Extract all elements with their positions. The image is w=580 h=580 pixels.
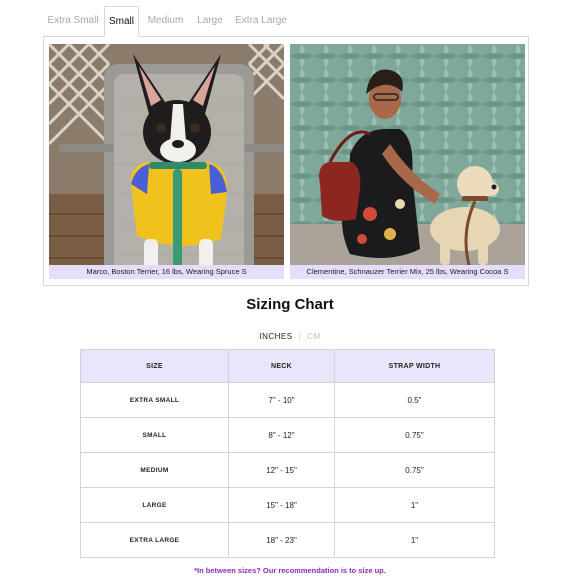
tab-small[interactable]: Small: [104, 6, 139, 37]
page-title: Sizing Chart: [246, 296, 334, 313]
photo-panel: [43, 36, 529, 286]
size-tabs: [43, 6, 531, 36]
size-cell: EXTRA SMALL: [81, 383, 229, 418]
size-cell: LARGE: [81, 488, 229, 523]
boston-terrier-image: [49, 44, 284, 279]
strap-width-cell: 1": [335, 523, 495, 558]
neck-cell: 18" - 23": [229, 523, 335, 558]
photo-caption: Marco, Boston Terrier, 16 lbs, Wearing Spruce S: [49, 265, 284, 279]
tab-large[interactable]: Large: [197, 15, 223, 26]
table-header-row: [81, 350, 495, 383]
table-row: [81, 488, 495, 523]
size-recommendation-note: *In between sizes? Our recommendation is to size up.: [194, 566, 386, 575]
tab-extra-large[interactable]: Extra Large: [235, 15, 287, 26]
neck-cell: 8" - 12": [229, 418, 335, 453]
table-row: [81, 383, 495, 418]
header-neck: NECK: [229, 350, 335, 383]
photo-schnauzer-mix: [290, 44, 525, 279]
size-cell: EXTRA LARGE: [81, 523, 229, 558]
schnauzer-mix-image: [290, 44, 525, 279]
unit-inches-option[interactable]: INCHES: [259, 332, 293, 341]
tab-extra-small[interactable]: Extra Small: [47, 15, 99, 26]
tab-medium[interactable]: Medium: [147, 15, 184, 26]
unit-cm-option[interactable]: CM: [307, 332, 321, 341]
photo-boston-terrier: [49, 44, 284, 279]
neck-cell: 15" - 18": [229, 488, 335, 523]
sizing-table: [80, 349, 495, 558]
strap-width-cell: 1": [335, 488, 495, 523]
unit-toggle: [0, 332, 580, 341]
table-row: [81, 453, 495, 488]
strap-width-cell: 0.5": [335, 383, 495, 418]
table-row: [81, 418, 495, 453]
header-size: SIZE: [81, 350, 229, 383]
strap-width-cell: 0.75": [335, 418, 495, 453]
size-cell: SMALL: [81, 418, 229, 453]
table-row: [81, 523, 495, 558]
photo-caption: Clementine, Schnauzer Terrier Mix, 25 lbs, Wearing Cocoa S: [290, 265, 525, 279]
neck-cell: 7" - 10": [229, 383, 335, 418]
neck-cell: 12" - 15": [229, 453, 335, 488]
header-strap-width: STRAP WIDTH: [335, 350, 495, 383]
unit-separator: |: [298, 332, 302, 341]
size-cell: MEDIUM: [81, 453, 229, 488]
strap-width-cell: 0.75": [335, 453, 495, 488]
